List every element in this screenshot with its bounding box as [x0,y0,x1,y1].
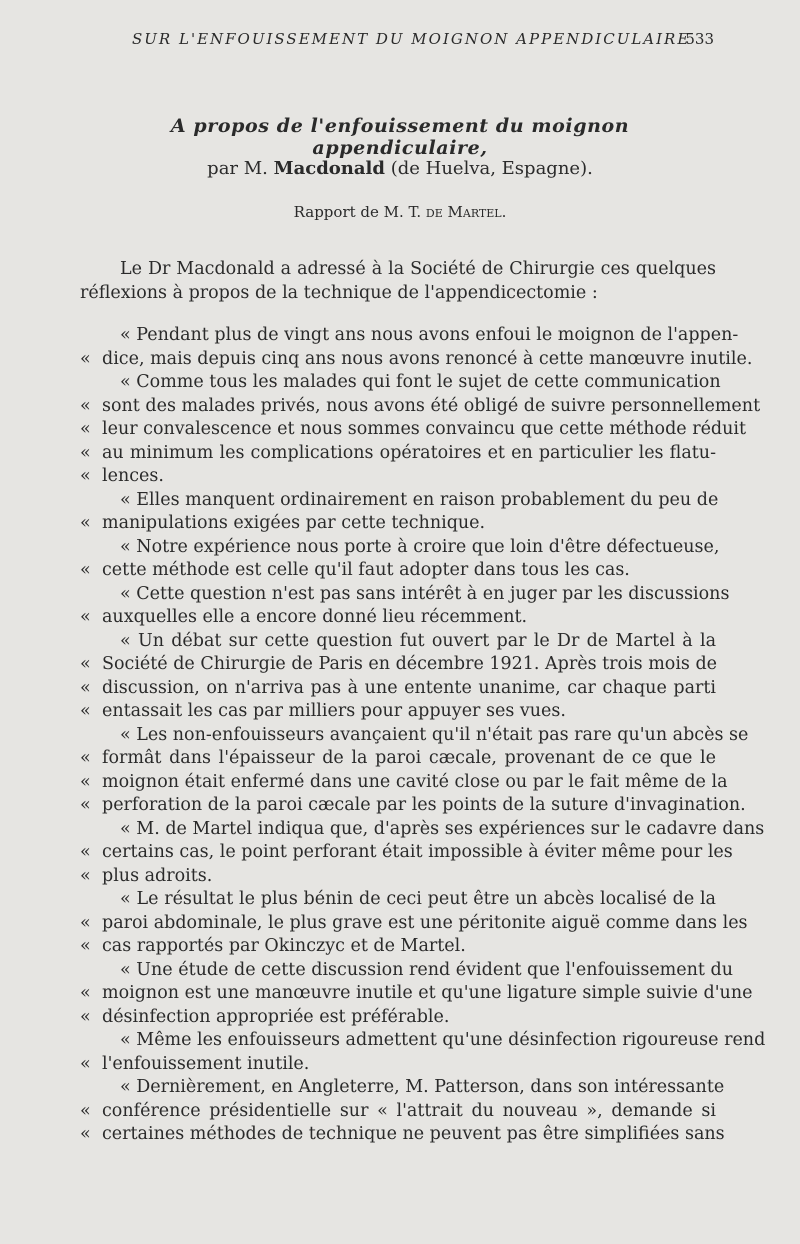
quote-line [80,794,746,818]
intro-paragraph [80,258,716,305]
quote-line [80,677,716,701]
quote-line-text: « Pendant plus de vingt ans nous avons enfoui le moignon de l'appen- [120,325,739,345]
quote-line-text: entassait les cas par milliers pour appuyer ses vues. [102,701,566,721]
quote-line-text: « Une étude de cette discussion rend évident que l'enfouissement du [120,959,733,980]
quote-line-text: l'enfouissement inutile. [102,1053,310,1074]
quote-line [80,418,747,442]
quote-line-text: « Un débat sur cette question fut ouvert par le Dr de Martel à la [120,630,716,651]
guillemet-mark: « [80,560,91,580]
intro-line: réflexions à propos de la technique de l'appendicectomie : [80,282,598,303]
quote-line-text: auxquelles elle a encore donné lieu récemment. [102,607,528,627]
quote-line [80,700,716,724]
quote-line [80,771,728,795]
quote-line [80,888,716,912]
quote-line-text: « Même les enfouisseurs admettent qu'une désinfection rigoureuse rend [120,1030,766,1050]
quote-line-text: « Les non-enfouisseurs avançaient qu'il n'était pas rare qu'un abcès se [120,724,749,745]
quote-line-text: au minimum les complications opératoires et en particulier les flatu- [102,442,716,463]
guillemet-mark: « [80,795,91,815]
guillemet-mark: « [80,1006,91,1027]
guillemet-mark: « [80,936,91,956]
quote-line-text: « Le résultat le plus bénin de ceci peut être un abcès localisé de la [120,889,716,909]
guillemet-mark: « [80,1124,91,1144]
quote-line [80,912,748,936]
quote-line [80,1076,725,1100]
quote-line [80,982,753,1006]
quote-line-text: « Notre expérience nous porte à croire que loin d'être défectueuse, [120,536,720,557]
byline-prefix: par M. [207,158,268,179]
report-prefix: Rapport de M. T. [293,203,422,221]
quote-line [80,371,721,395]
quote-line-text: « Comme tous les malades qui font le sujet de cette communication [120,372,721,392]
quote-line-text: plus adroits. [102,865,213,886]
guillemet-mark: « [80,654,91,674]
quote-line [80,1123,725,1147]
guillemet-mark: « [80,701,91,721]
quote-line [80,865,716,889]
guillemet-mark: « [80,607,91,627]
quote-line [80,583,730,607]
quote-line-text: certains cas, le point perforant était impossible à éviter même pour les [102,842,733,862]
quote-line [80,935,716,959]
guillemet-mark: « [80,1100,91,1121]
guillemet-mark: « [80,1053,91,1074]
quote-line-text: formât dans l'épaisseur de la paroi cæcale, provenant de ce que le [102,748,716,768]
quote-line-text: cette méthode est celle qu'il faut adopter dans tous les cas. [102,560,630,580]
quote-line-text: discussion, on n'arriva pas à une entente unanime, car chaque parti [102,677,716,698]
quote-line-text: leur convalescence et nous sommes convaincu que cette méthode réduit [102,419,747,439]
running-header [130,30,720,50]
quote-line [80,959,733,983]
byline-affiliation: (de Huelva, Espagne). [390,158,593,179]
byline [80,158,720,179]
quote-line [80,442,716,466]
quote-line [80,630,716,654]
author-name: Macdonald [273,158,385,179]
quote-line-text: cas rapportés par Okinczyc et de Martel. [102,936,466,956]
guillemet-mark: « [80,865,91,886]
guillemet-mark: « [80,348,91,369]
quote-line [80,348,753,372]
quote-line-text: Société de Chirurgie de Paris en décembre 1921. Après trois mois de [102,654,718,674]
guillemet-mark: « [80,771,91,792]
quote-line [80,1100,716,1124]
guillemet-mark: « [80,983,91,1003]
article-title: A propos de l'enfouissement du moignon appendiculaire, [170,115,630,159]
running-title: SUR L'ENFOUISSEMENT DU MOIGNON APPENDICULAIRE [132,30,691,48]
guillemet-mark: « [80,442,91,463]
quote-line-text: conférence présidentielle sur « l'attrait du nouveau », demande si [102,1100,716,1121]
quote-line [80,653,716,677]
quote-line-text: perforation de la paroi cæcale par les points de la suture d'invagination. [102,795,746,815]
quote-line [80,1053,716,1077]
guillemet-mark: « [80,912,91,933]
quote-line-text: moignon est une manœuvre inutile et qu'une ligature simple suivie d'une [102,983,753,1003]
quote-line [80,536,720,560]
guillemet-mark: « [80,842,91,862]
quote-line [80,747,716,771]
guillemet-mark: « [80,677,91,698]
guillemet-mark: « [80,395,91,416]
quote-line-text: désinfection appropriée est préférable. [102,1006,450,1027]
quote-line [80,465,716,489]
quote-line-text: moignon était enfermé dans une cavité close ou par le fait même de la [102,771,728,792]
quote-line [80,324,739,348]
quote-line-text: « Dernièrement, en Angleterre, M. Patterson, dans son intéressante [120,1077,725,1097]
page-number: 533 [685,30,714,48]
quote-line-text: « Cette question n'est pas sans intérêt à en juger par les discussions [120,583,730,604]
quote-line-text: dice, mais depuis cinq ans nous avons renoncé à cette manœuvre inutile. [102,348,753,369]
guillemet-mark: « [80,466,91,486]
quote-line-text: manipulations exigées par cette technique. [102,513,486,533]
quote-line [80,489,719,513]
quote-line [80,1029,766,1053]
quote-line-text: paroi abdominale, le plus grave est une péritonite aiguë comme dans les [102,912,748,933]
guillemet-mark: « [80,513,91,533]
quote-line [80,818,765,842]
quote-line [80,841,733,865]
quote-line-text: sont des malades privés, nous avons été obligé de suivre personnellement [102,395,761,416]
quote-line [80,606,716,630]
intro-line: Le Dr Macdonald a adressé à la Société de Chirurgie ces quelques [120,259,716,279]
quote-line-text: lences. [102,466,164,486]
guillemet-mark: « [80,419,91,439]
quote-line [80,724,749,748]
quote-line-text: « M. de Martel indiqua que, d'après ses expériences sur le cadavre dans [120,818,765,839]
report-name: de Martel. [425,203,507,221]
quote-line-text: « Elles manquent ordinairement en raison probablement du peu de [120,489,719,510]
quote-line-text: certaines méthodes de technique ne peuvent pas être simplifiées sans [102,1124,725,1144]
quoted-text [80,324,766,1147]
quote-line [80,559,716,583]
quote-line [80,395,761,419]
report-line [80,203,720,221]
guillemet-mark: « [80,748,91,768]
quote-line [80,1006,716,1030]
quote-line [80,512,716,536]
